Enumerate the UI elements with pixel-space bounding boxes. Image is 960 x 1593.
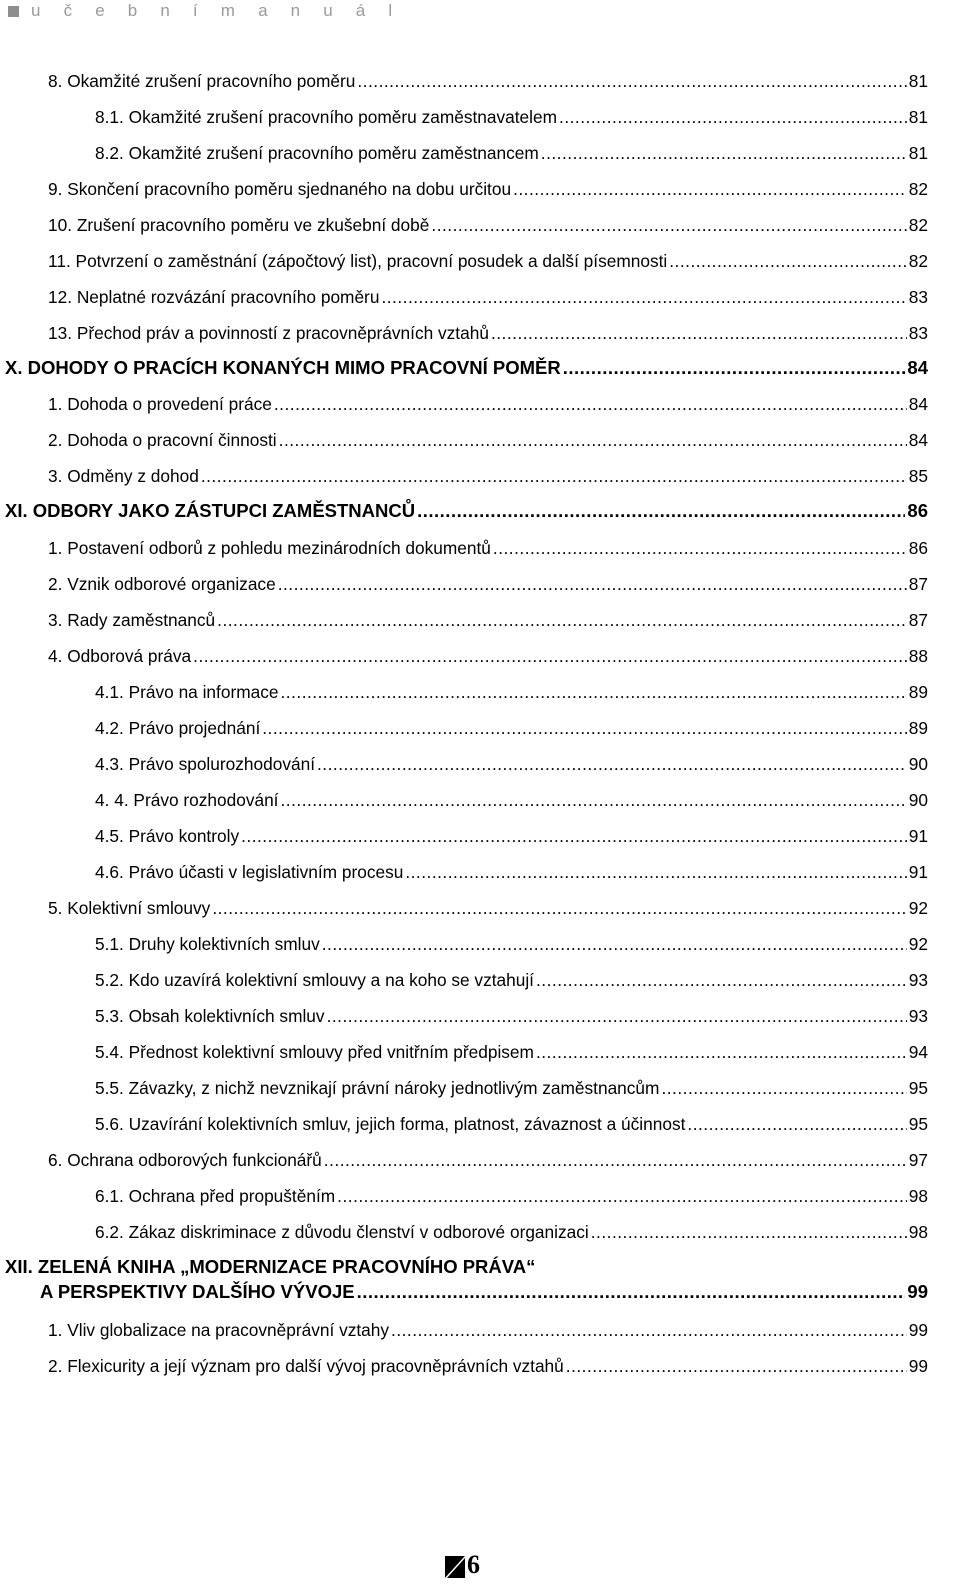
toc-leader-dots <box>357 1281 906 1303</box>
toc-entry[interactable] <box>48 465 928 487</box>
toc-leader-dots <box>559 106 907 128</box>
toc-leader-dots <box>280 681 906 703</box>
toc-entry-page: 93 <box>908 970 928 990</box>
toc-entry-label: 5.2. Kdo uzavírá kolektivní smlouvy a na koho se vztahují <box>95 970 534 990</box>
toc-entry[interactable] <box>48 286 928 308</box>
toc-entry-page: 95 <box>908 1114 928 1134</box>
toc-entry-page: 89 <box>908 682 928 702</box>
toc-leader-dots <box>241 825 907 847</box>
page-header <box>8 0 401 22</box>
toc-entry-label: 10. Zrušení pracovního poměru ve zkušební době <box>48 215 430 235</box>
toc-leader-dots <box>417 500 905 522</box>
toc-entry-page: 99 <box>908 1320 928 1340</box>
toc-leader-dots <box>278 573 907 595</box>
toc-entry[interactable] <box>48 1185 928 1207</box>
toc-entry[interactable] <box>40 1281 928 1303</box>
toc-entry-page: 99 <box>907 1281 928 1302</box>
toc-leader-dots <box>327 1005 907 1027</box>
toc-entry-label: 4.3. Právo spolurozhodování <box>95 754 315 774</box>
toc-leader-dots <box>317 753 907 775</box>
toc-entry[interactable] <box>48 933 928 955</box>
page-number: 6 <box>467 1550 480 1579</box>
toc-entry-page: 85 <box>908 466 928 486</box>
toc-entry-page: 82 <box>908 215 928 235</box>
toc-leader-dots <box>669 250 907 272</box>
toc-entry-label: 11. Potvrzení o zaměstnání (zápočtový list), pracovní posudek a další písemnosti <box>48 251 668 271</box>
toc-entry[interactable] <box>48 1319 928 1341</box>
toc-entry[interactable] <box>48 1355 928 1377</box>
toc-leader-dots <box>279 429 907 451</box>
toc-entry-label: 9. Skončení pracovního poměru sjednaného na dobu určitou <box>48 179 512 199</box>
toc-entry-page: 86 <box>907 500 928 521</box>
toc-entry[interactable] <box>48 609 928 631</box>
toc-entry-page: 92 <box>908 898 928 918</box>
toc-entry-label: 1. Dohoda o provedení práce <box>48 394 272 414</box>
toc-entry[interactable] <box>48 1077 928 1099</box>
toc-entry-page: 93 <box>908 1006 928 1026</box>
toc-entry-label: 4.5. Právo kontroly <box>95 826 240 846</box>
toc-entry-label: 1. Postavení odborů z pohledu mezinárodních dokumentů <box>48 538 491 558</box>
toc-entry-label: 13. Přechod práv a povinností z pracovněprávních vztahů <box>48 323 489 343</box>
toc-entry-page: 91 <box>908 826 928 846</box>
toc-entry-label: 2. Vznik odborové organizace <box>48 574 276 594</box>
toc-entry-page: 91 <box>908 862 928 882</box>
toc-entry[interactable] <box>48 789 928 811</box>
toc-entry-page: 84 <box>907 357 928 378</box>
toc-entry-label: 12. Neplatné rozvázání pracovního poměru <box>48 287 380 307</box>
toc-entry-page: 83 <box>908 287 928 307</box>
toc-entry-label: 2. Dohoda o pracovní činnosti <box>48 430 277 450</box>
toc-entry-page: 90 <box>908 754 928 774</box>
toc-leader-dots <box>541 142 907 164</box>
toc-leader-dots <box>591 1221 907 1243</box>
toc-entry-page: 88 <box>908 646 928 666</box>
toc-leader-dots <box>513 178 907 200</box>
toc-entry-label: 4.6. Právo účasti v legislativním procesu <box>95 862 404 882</box>
toc-leader-dots <box>536 969 907 991</box>
toc-leader-dots <box>536 1041 907 1063</box>
toc-leader-dots <box>262 717 907 739</box>
toc-entry-page: 82 <box>908 251 928 271</box>
toc-entry[interactable] <box>48 142 928 164</box>
toc-leader-dots <box>217 609 907 631</box>
toc-leader-dots <box>212 897 906 919</box>
toc-entry-page: 81 <box>908 143 928 163</box>
toc-entry-page: 82 <box>908 179 928 199</box>
toc-leader-dots <box>563 357 906 379</box>
toc-leader-dots <box>193 645 907 667</box>
toc-entry[interactable] <box>48 1221 928 1243</box>
page-footer <box>445 1548 499 1584</box>
toc-entry[interactable] <box>48 322 928 344</box>
toc-entry-page: 95 <box>908 1078 928 1098</box>
toc-entry-label: XI. ODBORY JAKO ZÁSTUPCI ZAMĚSTNANCŮ <box>5 500 416 521</box>
toc-leader-dots <box>381 286 906 308</box>
toc-entry[interactable] <box>48 1041 928 1063</box>
toc-entry-label: 4.1. Právo na informace <box>95 682 279 702</box>
toc-leader-dots <box>322 933 907 955</box>
toc-entry-label: 4.2. Právo projednání <box>95 718 261 738</box>
toc-entry[interactable] <box>48 106 928 128</box>
toc-entry-page: 86 <box>908 538 928 558</box>
toc-entry[interactable] <box>5 500 928 522</box>
toc-leader-dots <box>687 1113 906 1135</box>
toc-entry[interactable] <box>5 357 928 379</box>
toc-entry-label: 6. Ochrana odborových funkcionářů <box>48 1150 322 1170</box>
toc-entry-label: 1. Vliv globalizace na pracovněprávní vztahy <box>48 1320 390 1340</box>
toc-entry[interactable] <box>48 178 928 200</box>
toc-entry-page: 84 <box>908 430 928 450</box>
toc-entry-label: 5.1. Druhy kolektivních smluv <box>95 934 320 954</box>
toc-entry[interactable] <box>48 1113 928 1135</box>
toc-entry-page: 98 <box>908 1186 928 1206</box>
toc-entry-page: 83 <box>908 323 928 343</box>
toc-entry-label: 6.1. Ochrana před propuštěním <box>95 1186 336 1206</box>
toc-entry-page: 87 <box>908 610 928 630</box>
toc-entry[interactable] <box>48 393 928 415</box>
toc-entry[interactable] <box>48 825 928 847</box>
toc-leader-dots <box>405 861 906 883</box>
toc-entry-label: 3. Odměny z dohod <box>48 466 199 486</box>
toc-entry[interactable] <box>48 1005 928 1027</box>
toc-entry-label: 5.5. Závazky, z nichž nevznikají právní nároky jednotlivým zaměstnancům <box>95 1078 660 1098</box>
toc-entry[interactable] <box>48 897 928 919</box>
toc-entry-page: 89 <box>908 718 928 738</box>
toc-entry-label: 8.1. Okamžité zrušení pracovního poměru zaměstnavatelem <box>95 107 558 127</box>
toc-entry[interactable] <box>48 70 928 92</box>
toc-entry-page: 87 <box>908 574 928 594</box>
toc-entry-label: 3. Rady zaměstnanců <box>48 610 216 630</box>
toc-entry[interactable] <box>48 681 928 703</box>
toc-leader-dots <box>431 214 906 236</box>
toc-leader-dots <box>491 322 907 344</box>
toc-entry-label: 5. Kolektivní smlouvy <box>48 898 211 918</box>
toc-leader-dots <box>337 1185 907 1207</box>
toc-entry-page: 90 <box>908 790 928 810</box>
toc-entry-page: 98 <box>908 1222 928 1242</box>
toc-entry-label: A PERSPEKTIVY DALŠÍHO VÝVOJE <box>40 1281 355 1302</box>
toc-entry[interactable] <box>48 537 928 559</box>
toc-entry-label: 5.6. Uzavírání kolektivních smluv, jejich forma, platnost, závaznost a účinnost <box>95 1114 686 1134</box>
toc-leader-dots <box>324 1149 907 1171</box>
toc-entry-page: 97 <box>908 1150 928 1170</box>
toc-entry[interactable] <box>48 861 928 883</box>
toc-entry[interactable] <box>48 1149 928 1171</box>
toc-entry-label: 2. Flexicurity a její význam pro další vývoj pracovněprávních vztahů <box>48 1356 564 1376</box>
toc-entry-page: 99 <box>908 1356 928 1376</box>
toc-leader-dots <box>274 393 907 415</box>
toc-entry-label: 4. 4. Právo rozhodování <box>95 790 279 810</box>
toc-entry-label: 6.2. Zákaz diskriminace z důvodu členství v odborové organizaci <box>95 1222 589 1242</box>
toc-entry[interactable] <box>48 969 928 991</box>
chapter-xii-title-line1: XII. ZELENÁ KNIHA „MODERNIZACE PRACOVNÍHO PRÁVA“ <box>5 1256 536 1277</box>
toc-entry[interactable] <box>48 717 928 739</box>
toc-entry-label: 8. Okamžité zrušení pracovního poměru <box>48 71 356 91</box>
toc-entry-label: X. DOHODY O PRACÍCH KONANÝCH MIMO PRACOVNÍ POMĚR <box>5 357 561 378</box>
toc-entry-page: 84 <box>908 394 928 414</box>
toc-entry-page: 81 <box>908 107 928 127</box>
toc-leader-dots <box>661 1077 906 1099</box>
toc-entry[interactable] <box>48 645 928 667</box>
toc-leader-dots <box>566 1355 907 1377</box>
toc-entry[interactable] <box>48 250 928 272</box>
toc-entry-label: 8.2. Okamžité zrušení pracovního poměru zaměstnancem <box>95 143 539 163</box>
toc-entry-page: 94 <box>908 1042 928 1062</box>
toc-leader-dots <box>493 537 907 559</box>
toc-entry[interactable] <box>48 214 928 236</box>
toc-entry-label: 4. Odborová práva <box>48 646 192 666</box>
toc-entry[interactable] <box>48 429 928 451</box>
toc-entry[interactable] <box>48 753 928 775</box>
toc-entry-label: 5.3. Obsah kolektivních smluv <box>95 1006 325 1026</box>
toc-entry-label: 5.4. Přednost kolektivní smlouvy před vnitřním předpisem <box>95 1042 534 1062</box>
toc-leader-dots <box>357 70 906 92</box>
toc-leader-dots <box>201 465 907 487</box>
toc-entry[interactable] <box>48 573 928 595</box>
header-square-icon <box>8 6 19 17</box>
toc-entry-page: 81 <box>908 71 928 91</box>
header-title: u č e b n í m a n u á l <box>31 1 402 20</box>
toc-leader-dots <box>281 789 907 811</box>
toc-entry-page: 92 <box>908 934 928 954</box>
toc-leader-dots <box>391 1319 907 1341</box>
